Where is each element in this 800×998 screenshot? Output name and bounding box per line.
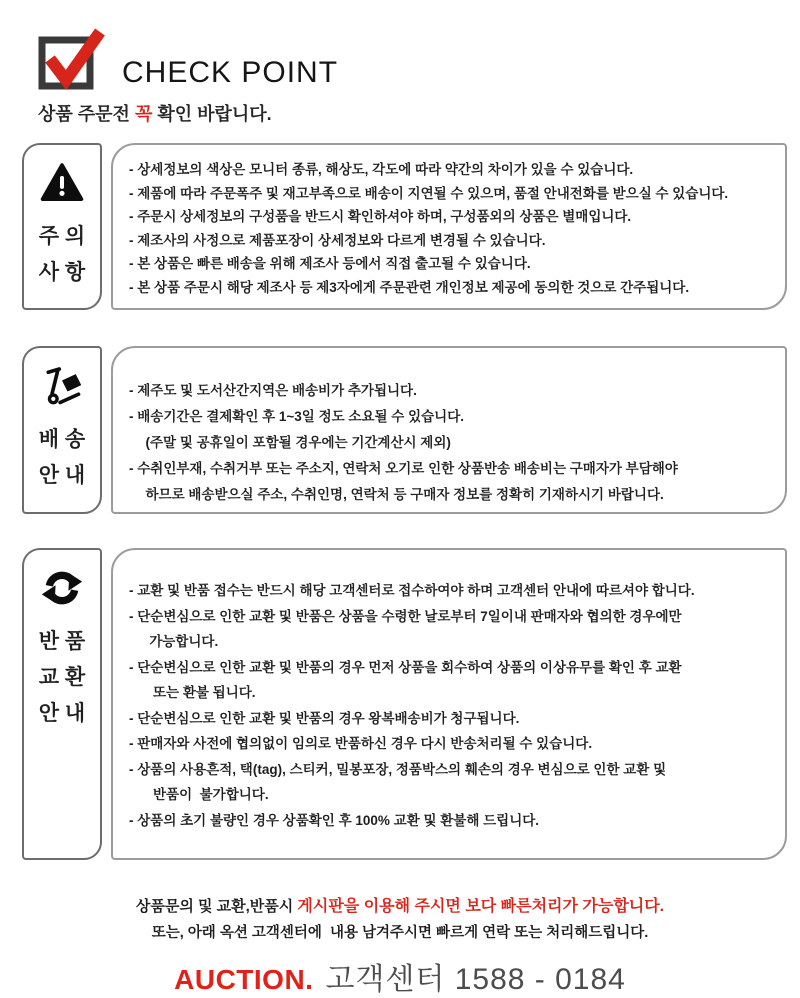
section-caution-title-line: 주 의: [38, 225, 86, 248]
section-caution-label-box: [22, 143, 102, 310]
notice-line: 하므로 배송받으실 주소, 수취인명, 연락처 등 구매자 정보를 정확히 기재하시기 바랍니다.: [138, 487, 664, 502]
section-caution-title-line: 사 항: [38, 261, 86, 284]
notice-line: - 단순변심으로 인한 교환 및 반품의 경우 왕복배송비가 청구됩니다.: [129, 710, 520, 726]
customer-center-line: [0, 954, 800, 998]
notice-line: - 제주도 및 도서산간지역은 배송비가 추가됩니다.: [129, 383, 417, 398]
section-return-content: [111, 548, 787, 860]
section-return-label-box: [22, 548, 102, 860]
notice-line: - 상품의 사용흔적, 택(tag), 스티커, 밀봉포장, 정품박스의 훼손의 경우 변심으로 인한 교환 및: [129, 761, 667, 777]
section-shipping-label-box: [22, 346, 102, 514]
notice-line: - 제조사의 사정으로 제품포장이 상세정보와 다르게 변경될 수 있습니다.: [129, 232, 546, 248]
notice-line: - 상세정보의 색상은 모니터 종류, 해상도, 각도에 따라 약간의 차이가 있을 수 있습니다.: [129, 162, 634, 177]
page-title: CHECK POINT: [122, 56, 339, 89]
notice-line: 가능합니다.: [138, 634, 219, 649]
section-shipping-content: [111, 346, 787, 514]
notice-line: - 교환 및 반품 접수는 반드시 해당 고객센터로 접수하여야 하며 고객센터 안내에 따르셔야 합니다.: [129, 583, 695, 598]
warning-triangle-icon: [40, 161, 84, 205]
notice-line: - 상품의 초기 불량인 경우 상품확인 후 100% 교환 및 환불해 드립니다.: [129, 812, 540, 828]
section-return-title-line: 반 품: [38, 630, 86, 653]
hand-truck-icon: [40, 364, 84, 408]
cycle-arrows-icon: [40, 566, 84, 610]
section-return-title-line: 교 환: [38, 666, 86, 689]
section-shipping-title-line: 배 송: [38, 428, 86, 451]
notice-sections: [0, 143, 800, 860]
footer-notice-line1: 상품문의 및 교환,반품시 게시판을 이용해 주시면 보다 빠른처리가 가능합니다.: [135, 898, 665, 915]
header: [0, 0, 800, 126]
notice-line: - 배송기간은 결제확인 후 1~3일 정도 소요될 수 있습니다.: [129, 409, 465, 424]
subtitle: 상품 주문전 꼭 확인 바랍니다.: [38, 104, 272, 124]
notice-line: (주말 및 공휴일이 포함될 경우에는 기간계산시 제외): [138, 435, 451, 450]
footer-notice-line2: 또는, 아래 옥션 고객센터에 내용 남겨주시면 빠르게 연락 또는 처리해드립니다.: [151, 925, 649, 941]
notice-line: 반품이 불가합니다.: [138, 787, 269, 802]
notice-line: 또는 환불 됩니다.: [138, 685, 256, 700]
notice-line: - 주문시 상세정보의 구성품을 반드시 확인하셔야 하며, 구성품외의 상품은 별매입니다.: [129, 209, 632, 224]
checkbox-checkmark-icon: [38, 26, 112, 92]
customer-center-number: 고객센터 1588 - 0184: [325, 963, 626, 996]
section-return-exchange: [22, 548, 787, 860]
notice-line: - 단순변심으로 인한 교환 및 반품은 상품을 수령한 날로부터 7일이내 판매자와 협의한 경우에만: [129, 608, 682, 624]
subtitle-highlight: 꼭: [134, 104, 153, 124]
auction-logo: AUCTION.: [174, 964, 314, 995]
notice-line: - 제품에 따라 주문폭주 및 재고부족으로 배송이 지연될 수 있으며, 품절 안내전화를 받으실 수 있습니다.: [129, 185, 729, 201]
notice-line: - 본 상품은 빠른 배송을 위해 제조사 등에서 직접 출고될 수 있습니다.: [129, 256, 531, 271]
section-shipping-title-line: 안 내: [38, 464, 86, 487]
section-shipping: [22, 346, 787, 514]
notice-line: - 수취인부재, 수취거부 또는 주소지, 연락처 오기로 인한 상품반송 배송비는 구매자가 부담해야: [129, 461, 678, 476]
section-return-title-line: 안 내: [38, 702, 86, 725]
footer-highlight: 게시판을 이용해 주시면 보다 빠른처리가 가능합니다.: [297, 898, 665, 915]
notice-line: - 단순변심으로 인한 교환 및 반품의 경우 먼저 상품을 회수하여 상품의 이상유무를 확인 후 교환: [129, 659, 682, 675]
section-caution-content: [111, 143, 787, 310]
notice-line: - 본 상품 주문시 해당 제조사 등 제3자에게 주문관련 개인정보 제공에 동의한 것으로 간주됩니다.: [129, 279, 690, 295]
section-caution: [22, 143, 787, 310]
footer: [0, 893, 800, 998]
notice-line: - 판매자와 사전에 협의없이 임의로 반품하신 경우 다시 반송처리될 수 있습니다.: [129, 736, 593, 751]
